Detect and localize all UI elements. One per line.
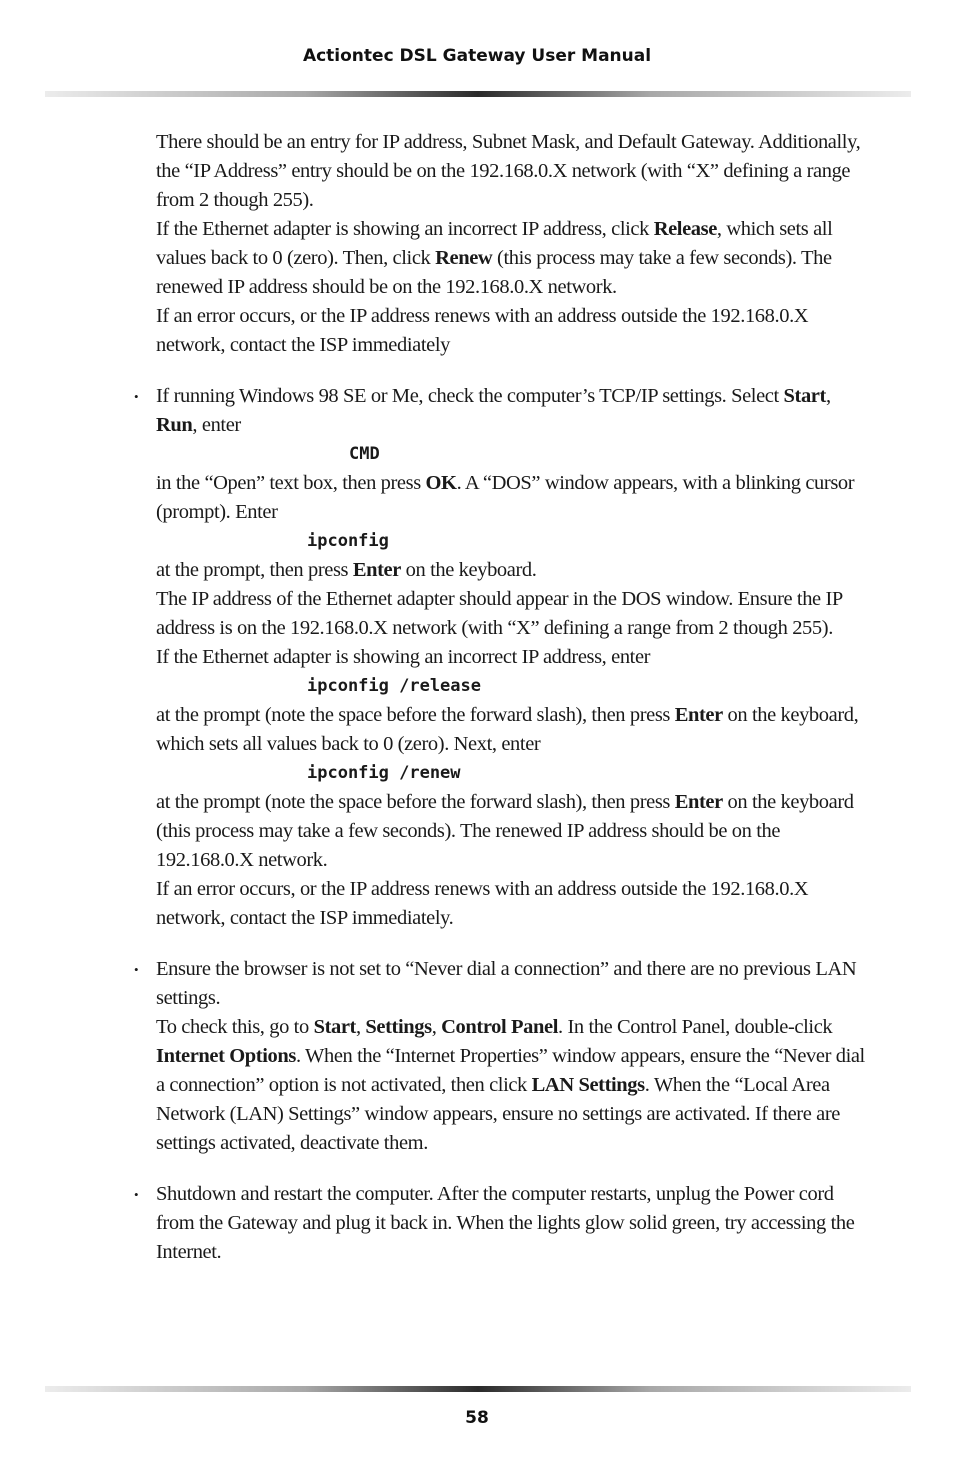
page-body [134, 128, 868, 1267]
bullet-restart: • Shutdown and restart the computer. After the computer restarts, unplug the Power cord from the Gateway and plug it back in. When the lights glow solid green, try accessing the Internet. [156, 1180, 868, 1267]
code-ipconfig-release: ipconfig /release [307, 676, 481, 696]
page-number: 58 [465, 1408, 489, 1428]
code-ipconfig: ipconfig [307, 531, 389, 551]
bullet-icon: • [134, 389, 139, 404]
header-divider [45, 91, 911, 97]
intro-paragraph-entries: There should be an entry for IP address, Subnet Mask, and Default Gateway. Additionally, the “IP Address” entry should be on the 192.168.0.X network (with “X” defining a range from 2 though 255). [156, 131, 861, 211]
intro-paragraph-error: If an error occurs, or the IP address renews with an address outside the 192.168.0.X network, contact the ISP immediately [156, 305, 809, 356]
bullet-windows-98: • If running Windows 98 SE or Me, check the computer’s TCP/IP settings. Select Start, Run, enter CMD in the “Open” text box, then press OK. A “DOS” window appears, with a blinking cursor (prompt). Enter ipconfig at the prompt, then press Enter on the keyboard. The IP address of the Ethernet adapter should appear in the DOS window. Ensure the IP address is on the 192.168.0.X network (with “X” defining a range from 2 though 255). If the Ethernet adapter is showing an incorrect IP address, enter ipconfig /release at the prompt (note the space before the forward slash), then press Enter on the keyboard, which sets all values back to 0 (zero). Next, enter ipconfig /renew at the prompt (note the space before the forward slash), then press Enter on the keyboard (this process may take a few seconds). The renewed IP address should be on the 192.168.0.X network. If an error occurs, or the IP address renews with an address outside the 192.168.0.X network, contact the ISP immediately. [156, 382, 868, 933]
page-header-title: Actiontec DSL Gateway User Manual [302, 46, 652, 66]
footer-divider [45, 1386, 911, 1392]
bullet-icon: • [134, 962, 139, 977]
code-cmd: CMD [349, 444, 380, 464]
intro-paragraph-release-renew: If the Ethernet adapter is showing an incorrect IP address, click Release, which sets all values back to 0 (zero). Then, click Renew (this process may take a few seconds). The renewed IP address should be on the 192.168.0.X network. [156, 218, 833, 298]
bullet-icon: • [134, 1187, 139, 1202]
bullet-browser-settings: • Ensure the browser is not set to “Never dial a connection” and there are no previous LAN settings. To check this, go to Start, Settings, Control Panel. In the Control Panel, double-click Internet Options. When the “Internet Properties” window appears, ensure the “Never dial a connection” option is not activated, then click LAN Settings. When the “Local Area Network (LAN) Settings” window appears, ensure no settings are activated. If there are settings activated, deactivate them. [156, 955, 868, 1158]
code-ipconfig-renew: ipconfig /renew [307, 763, 461, 783]
